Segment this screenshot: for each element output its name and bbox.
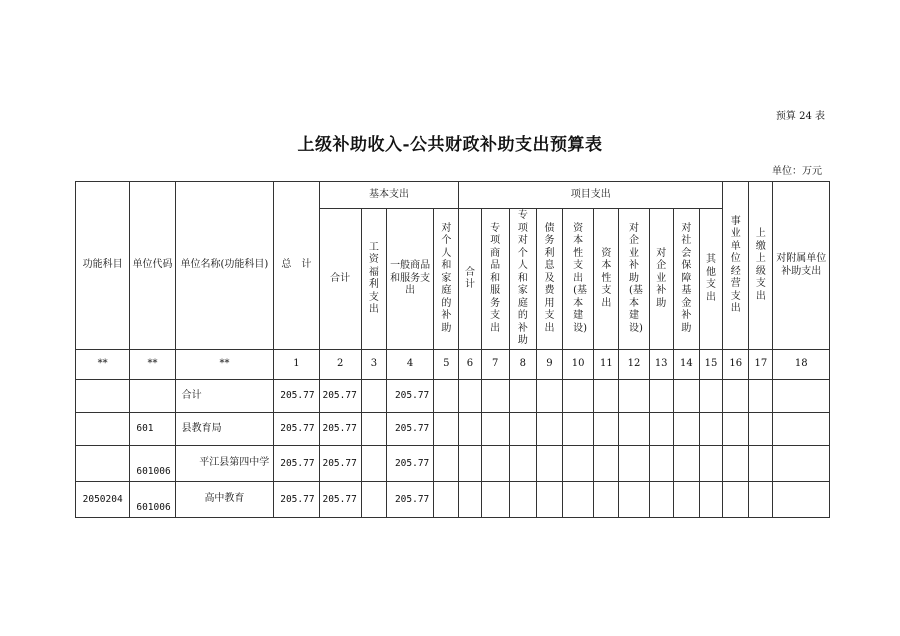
col-number: 8 (509, 350, 536, 380)
col-number: 6 (459, 350, 481, 380)
col-number: 9 (536, 350, 562, 380)
header-basic-group: 基本支出 (319, 182, 459, 209)
cell-empty (434, 482, 459, 518)
cell-empty (509, 446, 536, 482)
cell-empty (536, 413, 562, 446)
header-affiliated-subsidy: 对附属单位补助支出 (773, 182, 830, 350)
cell-general-goods: 205.77 (386, 482, 433, 518)
header-project-subtotal: 合计 (459, 209, 481, 350)
cell-unit-code: 601 (130, 413, 175, 446)
cell-empty (723, 446, 749, 482)
col-number: 14 (673, 350, 699, 380)
table-number: 预算 24 表 (775, 111, 825, 122)
cell-empty (649, 482, 673, 518)
cell-unit-code: 601006 (130, 446, 175, 482)
cell-basic-subtotal: 205.77 (319, 446, 361, 482)
cell-basic-subtotal: 205.77 (319, 482, 361, 518)
cell-empty (481, 413, 509, 446)
cell-empty (459, 413, 481, 446)
col-number: ** (76, 350, 130, 380)
cell-empty (594, 380, 619, 413)
budget-table (75, 181, 830, 518)
cell-empty (773, 413, 830, 446)
header-project-group: 项目支出 (459, 182, 723, 209)
cell-empty (594, 413, 619, 446)
cell-empty (536, 380, 562, 413)
col-number: 10 (563, 350, 594, 380)
cell-empty (563, 446, 594, 482)
cell-empty (773, 380, 830, 413)
cell-empty (673, 413, 699, 446)
cell-empty (361, 446, 386, 482)
header-unit-name: 单位名称(功能科目) (175, 182, 274, 350)
header-upper-payment: 上缴上级支出 (749, 182, 773, 350)
header-enterprise: 对企业补助 (649, 209, 673, 350)
header-social-security: 对社会保障基金补助 (673, 209, 699, 350)
cell-general-goods: 205.77 (386, 413, 433, 446)
cell-empty (459, 482, 481, 518)
header-wages: 工资福利支出 (361, 209, 386, 350)
header-unit-code: 单位代码 (130, 182, 175, 350)
cell-general-goods: 205.77 (386, 446, 433, 482)
table-row (76, 482, 830, 518)
cell-empty (699, 482, 722, 518)
cell-empty (536, 446, 562, 482)
col-number: 15 (699, 350, 722, 380)
cell-empty (649, 446, 673, 482)
header-func-code: 功能科目 (76, 182, 130, 350)
cell-basic-subtotal: 205.77 (319, 380, 361, 413)
header-debt-interest: 债务利息及费用支出 (536, 209, 562, 350)
cell-empty (509, 413, 536, 446)
col-number: 17 (749, 350, 773, 380)
cell-empty (723, 380, 749, 413)
col-number: 7 (481, 350, 509, 380)
cell-empty (361, 380, 386, 413)
cell-empty (699, 413, 722, 446)
cell-empty (773, 482, 830, 518)
cell-general-goods: 205.77 (386, 380, 433, 413)
col-number: 1 (274, 350, 319, 380)
header-business-ops: 事业单位经营支出 (723, 182, 749, 350)
cell-empty (773, 446, 830, 482)
col-number: 16 (723, 350, 749, 380)
cell-total: 205.77 (274, 380, 319, 413)
cell-empty (649, 413, 673, 446)
header-general-goods: 一般商品和服务支出 (386, 209, 433, 350)
table-row (76, 380, 830, 413)
cell-unit-name: 平江县第四中学 (175, 446, 274, 482)
cell-empty (361, 482, 386, 518)
col-number: 18 (773, 350, 830, 380)
cell-empty (649, 380, 673, 413)
cell-empty (459, 380, 481, 413)
cell-empty (723, 413, 749, 446)
col-number: ** (175, 350, 274, 380)
col-number: ** (130, 350, 175, 380)
cell-total: 205.77 (274, 413, 319, 446)
cell-empty (481, 446, 509, 482)
col-number: 11 (594, 350, 619, 380)
cell-empty (619, 482, 649, 518)
cell-func-code (76, 413, 130, 446)
cell-empty (749, 380, 773, 413)
header-other: 其他支出 (699, 209, 722, 350)
cell-unit-code (130, 380, 175, 413)
cell-empty (509, 482, 536, 518)
col-number: 13 (649, 350, 673, 380)
header-special-individual: 专项对个人和家庭的补助 (509, 209, 536, 350)
header-capital-basic: 资本性支出(基本建设) (563, 209, 594, 350)
cell-total: 205.77 (274, 482, 319, 518)
cell-empty (749, 413, 773, 446)
cell-empty (619, 413, 649, 446)
cell-empty (699, 446, 722, 482)
cell-empty (619, 380, 649, 413)
cell-empty (563, 413, 594, 446)
cell-empty (619, 446, 649, 482)
cell-func-code (76, 380, 130, 413)
cell-func-code: 2050204 (76, 482, 130, 518)
cell-total: 205.77 (274, 446, 319, 482)
cell-basic-subtotal: 205.77 (319, 413, 361, 446)
cell-empty (749, 482, 773, 518)
cell-empty (459, 446, 481, 482)
header-individual-subsidy: 对个人和家庭的补助 (434, 209, 459, 350)
cell-empty (481, 380, 509, 413)
cell-empty (673, 482, 699, 518)
cell-empty (563, 380, 594, 413)
cell-empty (594, 482, 619, 518)
cell-empty (563, 482, 594, 518)
unit-label: 单位：万元 (772, 166, 822, 177)
col-number: 4 (386, 350, 433, 380)
cell-unit-name: 县教育局 (175, 413, 274, 446)
col-number: 2 (319, 350, 361, 380)
table-row (76, 413, 830, 446)
cell-empty (749, 446, 773, 482)
header-enterprise-basic: 对企业补助(基本建设) (619, 209, 649, 350)
cell-empty (434, 380, 459, 413)
col-number: 12 (619, 350, 649, 380)
cell-unit-name: 合计 (175, 380, 274, 413)
header-special-goods: 专项商品和服务支出 (481, 209, 509, 350)
col-number: 5 (434, 350, 459, 380)
cell-empty (723, 482, 749, 518)
header-basic-subtotal: 合计 (319, 209, 361, 350)
cell-unit-code: 601006 (130, 482, 175, 518)
header-total: 总 计 (274, 182, 319, 350)
page-title: 上级补助收入-公共财政补助支出预算表 (297, 135, 603, 155)
cell-empty (481, 482, 509, 518)
cell-empty (673, 446, 699, 482)
cell-unit-name: 高中教育 (175, 482, 274, 518)
cell-empty (699, 380, 722, 413)
cell-func-code (76, 446, 130, 482)
header-capital: 资本性支出 (594, 209, 619, 350)
cell-empty (509, 380, 536, 413)
cell-empty (434, 413, 459, 446)
cell-empty (673, 380, 699, 413)
col-number: 3 (361, 350, 386, 380)
cell-empty (536, 482, 562, 518)
table-row (76, 446, 830, 482)
cell-empty (434, 446, 459, 482)
cell-empty (594, 446, 619, 482)
cell-empty (361, 413, 386, 446)
